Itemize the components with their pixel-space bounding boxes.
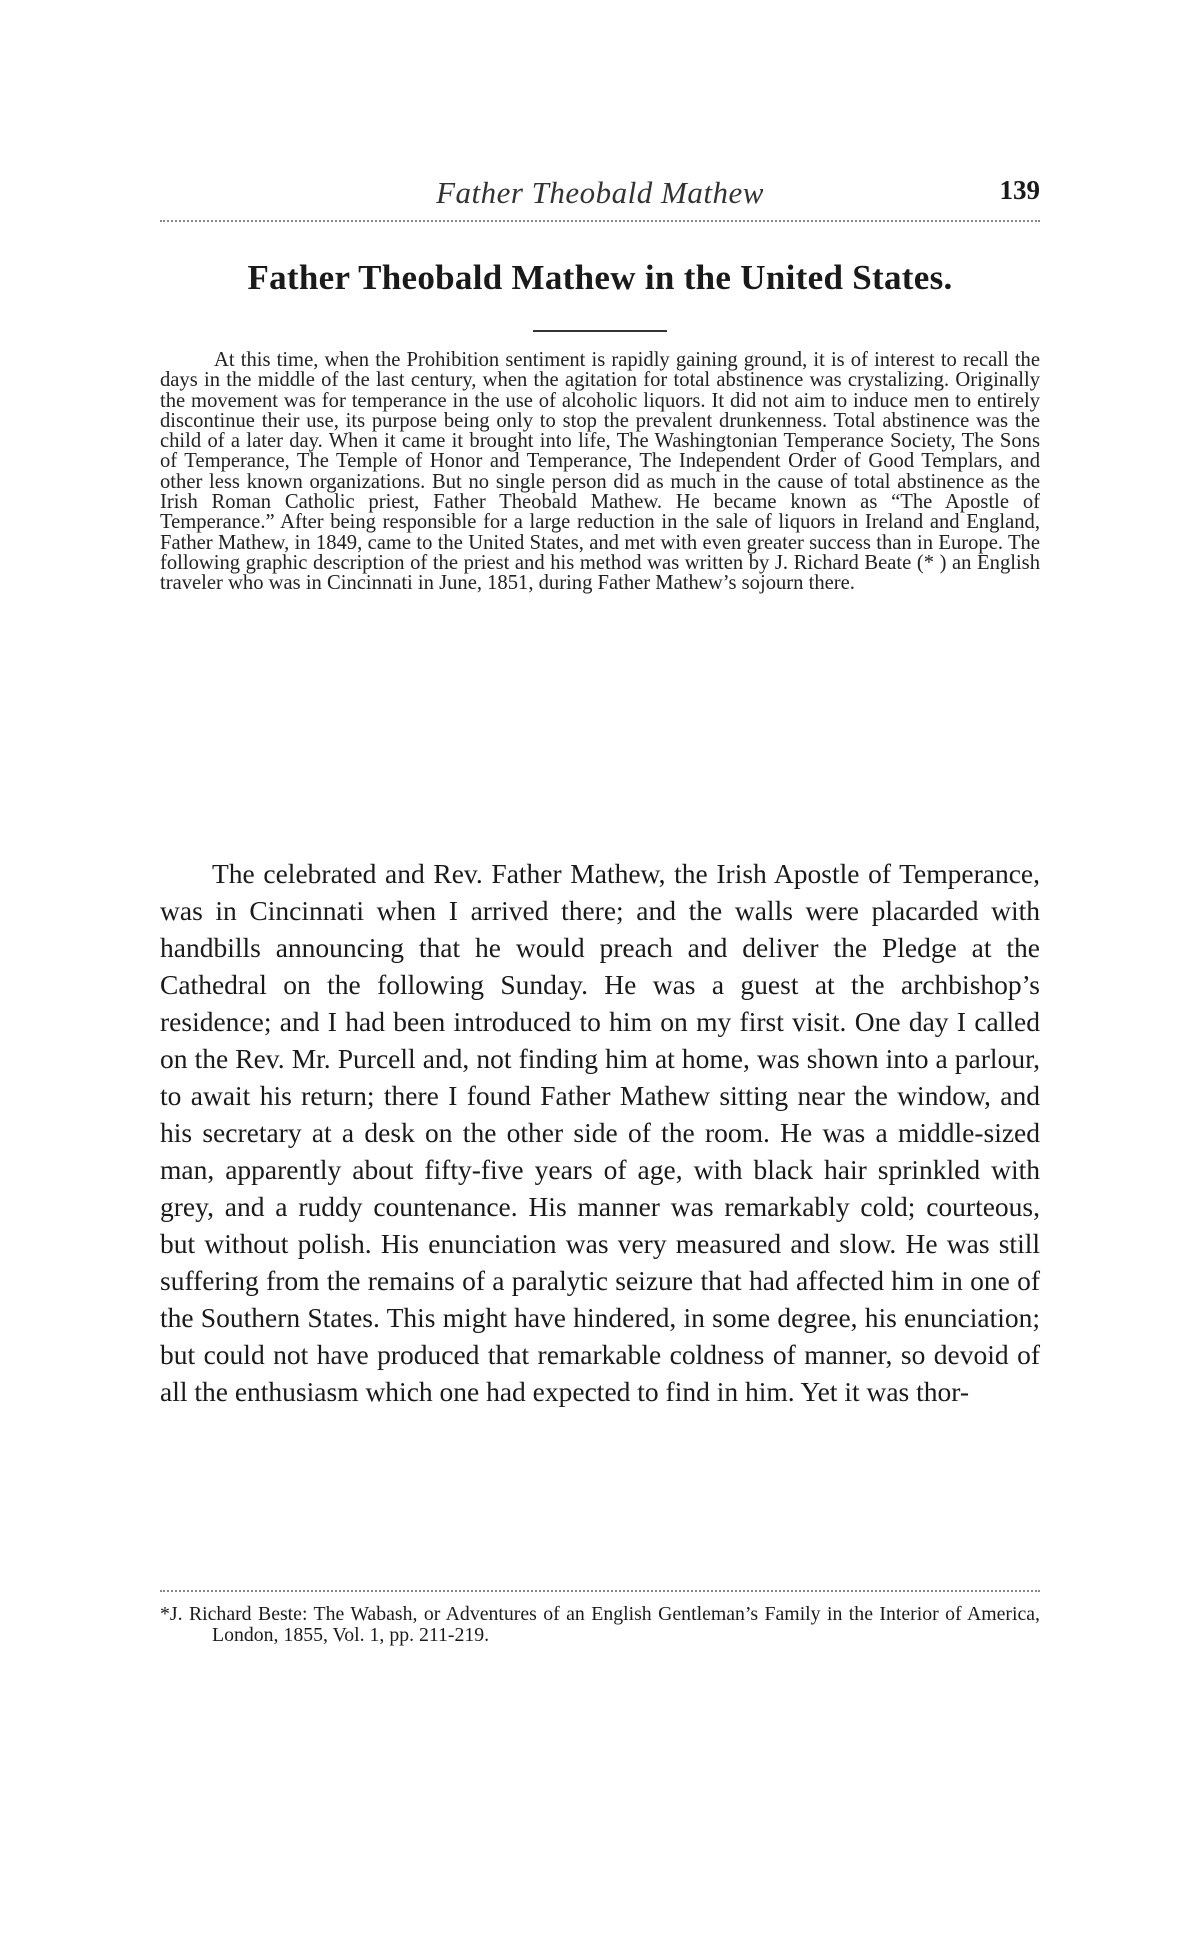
- title-divider: [533, 330, 667, 332]
- footnote-divider: [160, 1590, 1040, 1592]
- body-paragraph: The celebrated and Rev. Father Mathew, the Irish Apostle of Temperance, was in Cincinnati when I arrived there; and the walls were placarded with handbills announcing that he would preach and deliver the Pledge at the Cathedral on the following Sunday. He was a guest at the archbishop’s residence; and I had been introduced to him on my first visit. One day I called on the Rev. Mr. Purcell and, not finding him at home, was shown into a parlour, to await his return; there I found Father Mathew sitting near the window, and his secretary at a desk on the other side of the room. He was a middle-sized man, apparently about fifty-five years of age, with black hair sprinkled with grey, and a ruddy countenance. His manner was remarkably cold; courteous, but without polish. His enunciation was very measured and slow. He was still suffering from the remains of a paralytic seizure that had affected him in one of the Southern States. This might have hindered, in some degree, his enunciation; but could not have produced that remarkable coldness of manner, so devoid of all the enthusiasm which one had expected to find in him. Yet it was thor-: [160, 858, 1040, 1407]
- running-title: Father Theobald Mathew: [436, 175, 764, 210]
- page-number: 139: [999, 175, 1040, 205]
- running-head: [160, 175, 1040, 215]
- footnote: *J. Richard Beste: The Wabash, or Adventures of an English Gentleman’s Family in the Interior of America, London, 1855, Vol. 1, pp. 211-219.: [160, 1603, 1040, 1646]
- chapter-title: Father Theobald Mathew in the United States.: [247, 258, 953, 297]
- intro-paragraph: At this time, when the Prohibition sentiment is rapidly gaining ground, it is of interest to recall the days in the middle of the last century, when the agitation for total abstinence was crystalizing. Originally the movement was for temperance in the use of alcoholic liquors. It did not aim to induce men to entirely discontinue their use, its purpose being only to stop the prevalent drunkenness. Total abstinence was the child of a later day. When it came it brought into life, The Washingtonian Temperance Society, The Sons of Temperance, The Temple of Honor and Temperance, The Independent Order of Good Templars, and other less known organizations. But no single person did as much in the cause of total abstinence as the Irish Roman Catholic priest, Father Theobald Mathew. He became known as “The Apostle of Temperance.” After being responsible for a large reduction in the sale of liquors in Ireland and England, Father Mathew, in 1849, came to the United States, and met with even greater success than in Europe. The following graphic description of the priest and his method was written by J. Richard Beate (* ) an English traveler who was in Cincinnati in June, 1851, during Father Mathew’s sojourn there.: [160, 349, 1040, 595]
- header-divider: [160, 220, 1040, 222]
